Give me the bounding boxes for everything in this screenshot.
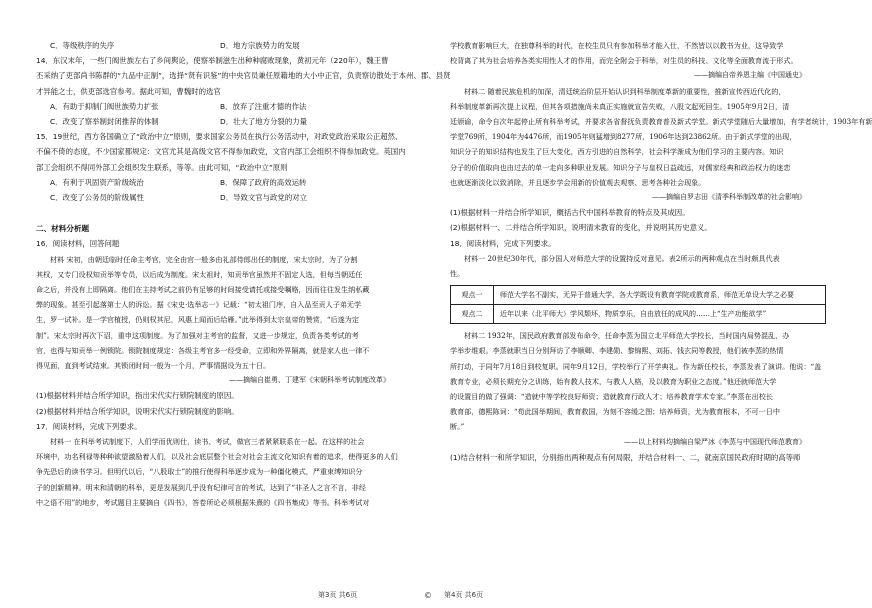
- page-number-right: 第4页 共6页: [444, 591, 484, 599]
- q14-text-line2: 丕采纳了吏部尚书陈群的“九品中正制”，选择“贤有识鉴”的中央官员兼任原籍地的大小中正官，负责察访散处于本州、郡、县贤: [36, 71, 451, 81]
- option-c: C．改变了公务员的阶级属性: [50, 193, 144, 203]
- page-number-left: 第3页 共6页: [318, 591, 358, 599]
- q17-material2-line: 廷颁谕，命令自次年起停止所有科举考试，并要求各省督抚负责教育普及新式学堂。新式学堂随后大量增加，有学者统计，1903年有新: [450, 117, 872, 127]
- q17-question-2: (2)根据材料一、二并结合所学知识，说明清末教育的变化，并说明其历史意义。: [450, 223, 712, 233]
- q18-intro-line2: 性。: [450, 269, 465, 279]
- q16-material-line: 官，也得与知贡举一例锁院。锁院制度规定：各级主考官多一经受命，立即和外界隔离，就是家人也一律不: [36, 345, 370, 355]
- option-d: D．地方宗族势力的发展: [220, 41, 300, 50]
- q16-material-line: 材料 宋初，由朝廷临时任命主考官，完全由官一般多由礼部侍郎出任的制度，宋太宗时，为了分割: [50, 254, 358, 264]
- q18-material2-line: 的设置目的做了强调：“造就中等学校良好师资；造就教育行政人才；培养教育学术专家。”李蒸在出校长: [450, 392, 773, 402]
- q16-material-line: 得见面，直到考试结束。其锁闭时间一般为一个月，严事情据设为五十日。: [36, 361, 271, 371]
- center-mark: ©: [424, 591, 432, 600]
- q17-material2-line: 知识分子的知识结构也发生了巨大变化，西方引进的自然科学，社会科学渐成为他们学习的主要内容。知识: [450, 147, 784, 157]
- option-a: A．有助于抑制门阀世族势力扩张: [50, 101, 159, 111]
- option-d: D．导致文官与政党的对立: [220, 193, 307, 203]
- q18-material2-line: 教育部，德熙陈词：“苟此国举期间，教育救国，为刻不容缓之图；培养师资，尤为教育根本，不可一日中: [450, 407, 780, 417]
- q18-material2-line: 学举步维艰。李蒸就职当日分别拜访了李顺卿、李建勋、黎锦熙、刘拓、钱玄同等教授，他们被李蒸的热情: [450, 346, 784, 356]
- q17-material-line: 子的创新精神。明末和清朝的科举，更是发展到几乎没有纪律可言的考试，达到了“非圣人之言不言，非经: [36, 482, 366, 492]
- q14-text-line3: 才异能之士，供吏部选官参考。据此可知，曹魏时的选官: [36, 86, 221, 96]
- q16-question-2: (2)根据材料并结合所学知识，说明宋代实行锁院制度的影响。: [36, 406, 239, 416]
- table-row: [451, 286, 826, 305]
- q16-title: 16．阅读材料，回答问题: [36, 239, 120, 249]
- option-c: C．改变了察举制封闭推荐的体制: [50, 117, 159, 127]
- q15-text: 15．19世纪，西方各国确立了“政治中立”原则，要求国家公务员在执行公务活动中，对政党政治采取公正超然、: [36, 132, 403, 142]
- q17-material2-line: 科举制度革新再次提上议程，但其各项措施尚未真正实施就宣告失败，八股文起死回生。1905年9月2日，清: [450, 101, 790, 111]
- q14-options-ab: [36, 99, 410, 114]
- q17-source-2: ——摘编自罗志田《清季科举制改革的社会影响》: [652, 193, 806, 202]
- q17-material2-line: 学堂769所，1904年为4476所，而1905年则猛增到8277所，1906年达到23862所。由于新式学堂的出现，: [450, 132, 797, 142]
- view-text: 师范大学名不副实，无异于普通大学，各大学既设有教育学院或教育系，师范无单设大学之必要: [494, 286, 826, 305]
- q15-text-line3: 部工会组织不得同外部工会组织发生联系，等等。由此可知，“政治中立”原则: [36, 162, 288, 172]
- option-d: D．壮大了地方分裂的力量: [220, 117, 307, 127]
- q17-material2-line: 分子的价值取向也由过去的单一走向多种职业发展。知识分子与皇权日益疏远，对儒家经典和政治权力的迷恋: [450, 162, 791, 172]
- q13-options-cd: [36, 38, 410, 53]
- option-b: B．放弃了注重才德的作法: [220, 101, 307, 111]
- q18-material2-line: 断。”: [450, 422, 465, 432]
- q18-source: ——以上材料均摘编自梁严冰《李蒸与中国现代师范教育》: [624, 437, 806, 446]
- option-b: B．保障了政府的高效运转: [220, 177, 307, 187]
- q16-material-line: 弊的现象。甚至引起落第士人的诉讼。据《宋史·选举志一》记载：“初太祖门序，自入品至贡人子弟无学: [36, 300, 362, 310]
- q17-material2-line: 材料二 随着民族危机的加深，清廷统治阶层开始认识到科举制度革新的重要性，推新宣传西近代化的，: [464, 86, 786, 96]
- q17-material-cont: 学校教育影响巨大，在独尊科举的时代，在校生员只有参加科举才能入仕，不然皆以以教书为业，这导致学: [450, 41, 784, 50]
- q15-text-line2: 不偏不倚的态度，不少国家都规定：文官尤其是高级文官不得参加政党，文官内部工会组织不得参加政党。英国内: [36, 147, 406, 157]
- q17-material2-line: 也就逐渐淡化以致消除，并且逐步学会用新的价值观去观察、思考各种社会现象。: [450, 177, 706, 187]
- q16-material-line: 生，罗一试补。是一学官植授，仍则权其尼，风惠上闻而后给雁。”此举得到太宗皇帝的赞赏，“后遂为定: [36, 315, 359, 325]
- view-label: 观点二: [451, 305, 494, 324]
- view-label: 观点一: [451, 286, 494, 305]
- q17-material-line: 中之语不用”的地步，考试题目主要摘自《四书》，答卷所论必须根据朱熹的《四书集成》等书。科举考试对: [36, 497, 370, 507]
- q16-material-line: 命之后，并没有上即隔离。他们在主持考试之前仍有足够的时间接受请托或接受嘱赂，因而往往发生纳私藏: [36, 285, 370, 295]
- option-c: C．等级秩序的失序: [50, 41, 115, 50]
- q15-options-ab: [36, 175, 410, 190]
- table-row: [451, 305, 826, 324]
- q14-text: 14．东汉末年，一些门阀世族左右了乡间舆论，使察举制滋生出种种腐败现象，黄初元年（220年），魏王曹: [36, 56, 389, 66]
- q17-title: 17．阅读材料，完成下列要求。: [36, 421, 142, 431]
- q16-source: ——摘编自崔勇、丁建军《宋朝科举考试制度改革》: [229, 376, 390, 385]
- option-a: A．有利于巩固资产阶级统治: [50, 177, 144, 187]
- q18-material2-line: 材料二 1932年，国民政府教育部发布命令，任命李蒸为国立北平师范大学校长，当时国内局势混乱，办: [464, 331, 790, 341]
- q17-question-1: (1)根据材料一并结合所学知识，概括古代中国科举教育的特点及其成因。: [450, 208, 690, 218]
- section-title: 二、材料分析题: [36, 224, 90, 234]
- q18-material2-line: 所打动，于同年7月18日到校复职。同年9月12日，学校举行了开学典礼。作为新任校长，李蒸发表了演讲。他说：“盖: [450, 361, 822, 371]
- right-page: [430, 0, 872, 608]
- q18-intro: 材料一 20世纪30年代，部分国人对师范大学的设置持反对意见。表2所示的两种观点在当时颇具代表: [464, 253, 780, 263]
- q16-material-line: 其权，又专门设权知贡举等专员，以后成为制度。宋太祖时，知贡举官虽然并不固定人选，但每当朝廷任: [36, 269, 363, 279]
- q17-material-line: 争先恐后的读书学习。但明代以后，“八股取士”的推行使得科举逐步成为一种僵化模式，严重束缚知识分: [36, 467, 363, 477]
- q17-material-line: 材料一 在科举考试制度下，人们学而优则仕，读书、考试，做官三者紧紧联系在一起。在这样的社会: [50, 437, 365, 447]
- q17-material-cont: 校背离了其为社会培养各类实用性人才的作用，而完全附会于科举，对生员的科技、文化等全面教育流于形式。: [450, 56, 798, 66]
- q18-material2-line: 教育专业，必须长期充分之训练，始有教人技术，与教人人格，及以教育为职业之态度。”他还就师范大学: [450, 376, 777, 386]
- q17-material-line: 环境中，功名利禄等种种欲望激励着人们，以及社会底层整个社会对社会主流文化知识有着的追求，使得更多的人们: [36, 452, 398, 462]
- q18-question-1: (1)结合材料一和所学知识，分别指出两种观点有何局限，并结合材料一、二，就南京国民政府时期的高等师: [450, 452, 801, 462]
- q16-material-line: 制”。宋太宗时再次下诏，重申这项制度。为了加强对主考官的监督，又进一步规定，负责各类考试的考: [36, 330, 359, 340]
- q17-source-1: ——摘编自帝养恩主编《中国通史》: [694, 71, 806, 80]
- q14-options-cd: [36, 114, 410, 129]
- q15-options-cd: [36, 190, 410, 205]
- q18-title: 18．阅读材料，完成下列要求。: [450, 238, 556, 248]
- views-table: [450, 285, 826, 324]
- view-text: 近年以来（北平师大）学风颓坏，物质享乐，自由放任的成风的……上“生产功能欲学”: [494, 305, 826, 324]
- q16-question-1: (1)根据材料并结合所学知识，指出宋代实行锁院制度的原因。: [36, 391, 239, 401]
